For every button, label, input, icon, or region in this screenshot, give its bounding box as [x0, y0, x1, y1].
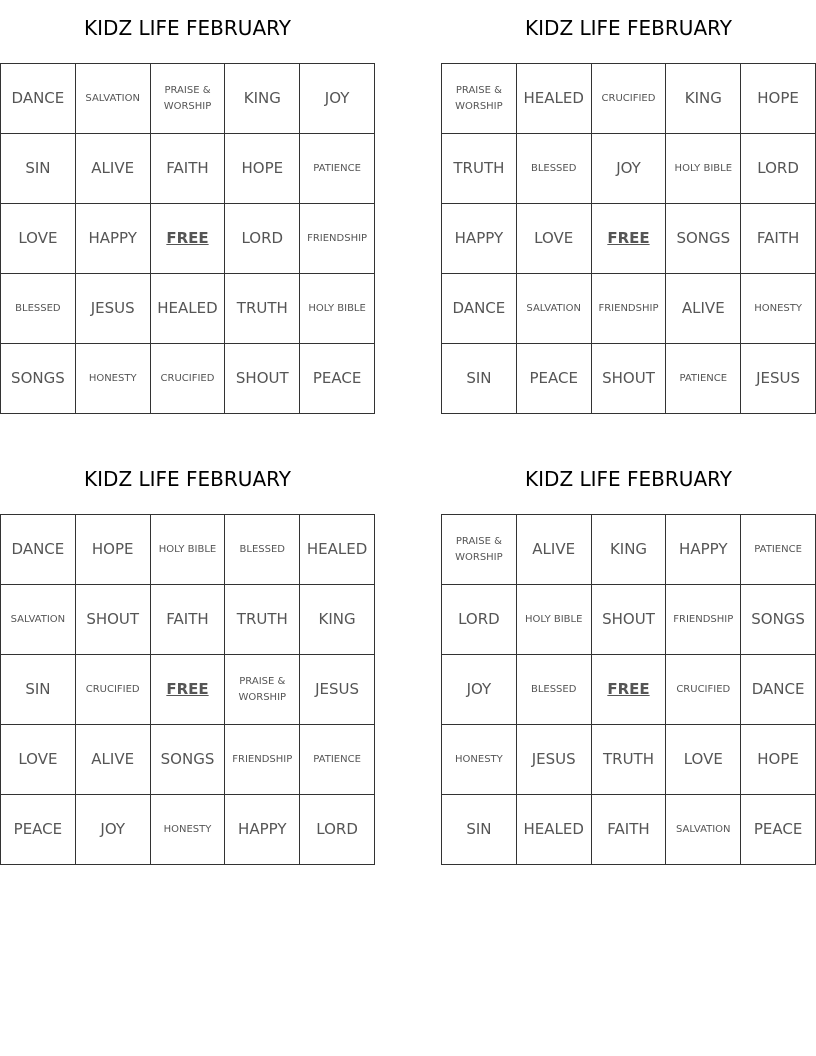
bingo-cell: JESUS [300, 655, 375, 725]
bingo-cell: SIN [1, 134, 76, 204]
bingo-cell: HOPE [76, 515, 151, 585]
bingo-cell: HAPPY [666, 515, 741, 585]
bingo-cell: HONESTY [741, 274, 816, 344]
bingo-cell: SONGS [741, 585, 816, 655]
bingo-cell: FAITH [151, 134, 226, 204]
bingo-cell: HAPPY [225, 795, 300, 865]
bingo-cell: BLESSED [517, 655, 592, 725]
bingo-cell: DANCE [1, 515, 76, 585]
bingo-grid [441, 514, 816, 865]
bingo-cell: SONGS [151, 725, 226, 795]
bingo-cell: PRAISE & WORSHIP [442, 64, 517, 134]
bingo-cell: LOVE [666, 725, 741, 795]
bingo-cell: PATIENCE [741, 515, 816, 585]
bingo-cell: JOY [592, 134, 667, 204]
bingo-cell: TRUTH [225, 585, 300, 655]
bingo-cell: HEALED [151, 274, 226, 344]
bingo-cell: JESUS [76, 274, 151, 344]
bingo-cell: FAITH [592, 795, 667, 865]
bingo-cell: DANCE [442, 274, 517, 344]
card-title: KIDZ LIFE FEBRUARY [525, 467, 732, 491]
bingo-cell: LOVE [517, 204, 592, 274]
bingo-cell: CRUCIFIED [76, 655, 151, 725]
bingo-cell: SONGS [666, 204, 741, 274]
bingo-cell: KING [666, 64, 741, 134]
bingo-cell: HAPPY [76, 204, 151, 274]
bingo-cell: BLESSED [517, 134, 592, 204]
bingo-cell: SHOUT [76, 585, 151, 655]
bingo-cell: HOPE [225, 134, 300, 204]
bingo-cell: KING [592, 515, 667, 585]
bingo-cell: HONESTY [76, 344, 151, 414]
bingo-cell: LOVE [1, 204, 76, 274]
bingo-grid [0, 63, 375, 414]
bingo-cell: JOY [300, 64, 375, 134]
bingo-cell: SALVATION [1, 585, 76, 655]
bingo-cell: PRAISE & WORSHIP [442, 515, 517, 585]
bingo-cell: SIN [1, 655, 76, 725]
card-title: KIDZ LIFE FEBRUARY [84, 467, 291, 491]
bingo-cell: FRIENDSHIP [666, 585, 741, 655]
bingo-cell: KING [300, 585, 375, 655]
bingo-cell: TRUTH [442, 134, 517, 204]
bingo-cell: PRAISE & WORSHIP [151, 64, 226, 134]
bingo-cell: HEALED [517, 64, 592, 134]
free-space: FREE [592, 204, 667, 274]
bingo-cell: BLESSED [1, 274, 76, 344]
bingo-cell: FAITH [741, 204, 816, 274]
bingo-cell: HEALED [300, 515, 375, 585]
bingo-cell: ALIVE [666, 274, 741, 344]
bingo-cell: PEACE [741, 795, 816, 865]
bingo-cell: SONGS [1, 344, 76, 414]
bingo-cell: TRUTH [225, 274, 300, 344]
card-title: KIDZ LIFE FEBRUARY [84, 16, 291, 40]
bingo-cell: HOLY BIBLE [517, 585, 592, 655]
bingo-cell: HOPE [741, 64, 816, 134]
bingo-cell: CRUCIFIED [592, 64, 667, 134]
bingo-cell: FAITH [151, 585, 226, 655]
bingo-cell: PATIENCE [666, 344, 741, 414]
bingo-cell: ALIVE [517, 515, 592, 585]
bingo-cell: JESUS [517, 725, 592, 795]
bingo-cell: JESUS [741, 344, 816, 414]
bingo-cell: JOY [76, 795, 151, 865]
bingo-cell: SHOUT [592, 344, 667, 414]
bingo-cell: FRIENDSHIP [300, 204, 375, 274]
bingo-cell: CRUCIFIED [151, 344, 226, 414]
bingo-grid [0, 514, 375, 865]
bingo-cell: TRUTH [592, 725, 667, 795]
bingo-cell: PEACE [1, 795, 76, 865]
bingo-cell: DANCE [1, 64, 76, 134]
bingo-cell: SALVATION [666, 795, 741, 865]
bingo-cell: LORD [741, 134, 816, 204]
bingo-cell: LORD [442, 585, 517, 655]
card-title: KIDZ LIFE FEBRUARY [525, 16, 732, 40]
bingo-cell: SALVATION [517, 274, 592, 344]
bingo-grid [441, 63, 816, 414]
bingo-cell: PEACE [517, 344, 592, 414]
bingo-cell: LORD [300, 795, 375, 865]
bingo-cell: HEALED [517, 795, 592, 865]
bingo-cell: HAPPY [442, 204, 517, 274]
bingo-cell: LOVE [1, 725, 76, 795]
bingo-cell: PRAISE & WORSHIP [225, 655, 300, 725]
bingo-cell: LORD [225, 204, 300, 274]
bingo-cell: HOLY BIBLE [666, 134, 741, 204]
free-space: FREE [151, 204, 226, 274]
free-space: FREE [151, 655, 226, 725]
bingo-cell: SIN [442, 795, 517, 865]
bingo-cell: FRIENDSHIP [592, 274, 667, 344]
bingo-cell: PEACE [300, 344, 375, 414]
bingo-cell: SALVATION [76, 64, 151, 134]
bingo-cell: KING [225, 64, 300, 134]
free-space: FREE [592, 655, 667, 725]
bingo-cell: SIN [442, 344, 517, 414]
bingo-cell: PATIENCE [300, 134, 375, 204]
bingo-cell: HOLY BIBLE [300, 274, 375, 344]
bingo-cell: JOY [442, 655, 517, 725]
bingo-cell: CRUCIFIED [666, 655, 741, 725]
bingo-cell: HONESTY [151, 795, 226, 865]
bingo-cell: PATIENCE [300, 725, 375, 795]
bingo-cell: HONESTY [442, 725, 517, 795]
bingo-cell: SHOUT [225, 344, 300, 414]
bingo-cell: FRIENDSHIP [225, 725, 300, 795]
bingo-cell: ALIVE [76, 725, 151, 795]
bingo-cell: SHOUT [592, 585, 667, 655]
bingo-cell: HOLY BIBLE [151, 515, 226, 585]
bingo-cell: DANCE [741, 655, 816, 725]
bingo-cell: HOPE [741, 725, 816, 795]
bingo-cell: BLESSED [225, 515, 300, 585]
bingo-cell: ALIVE [76, 134, 151, 204]
